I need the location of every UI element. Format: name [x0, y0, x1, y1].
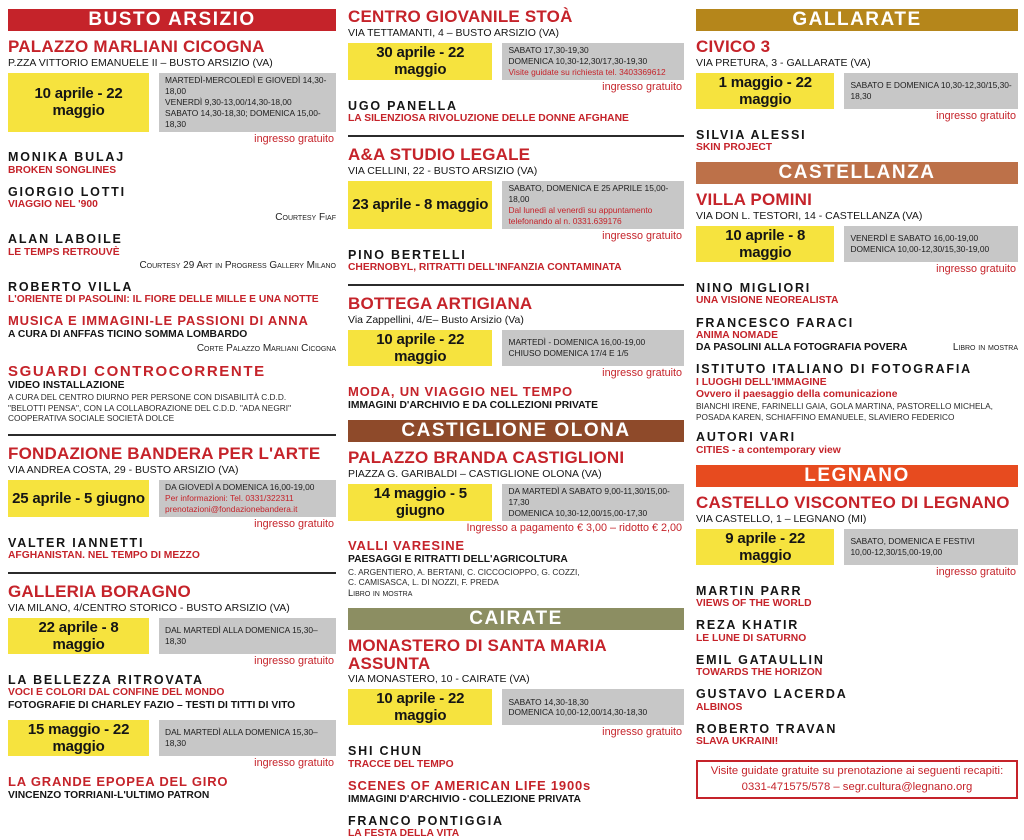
- city-header-castiglione-olona: [348, 420, 684, 442]
- admission-note: ingresso gratuito: [936, 565, 1016, 578]
- exhibition-subtitle: Ovvero il paesaggio della comunicazione: [696, 388, 898, 400]
- exhibition-subtitle: LE LUNE DI SATURNO: [696, 632, 807, 644]
- exhibition-subtitle: PAESAGGI E RITRATTI DELL'AGRICOLTURA: [348, 554, 568, 566]
- exhibition-title: MUSICA E IMMAGINI-LE PASSIONI DI ANNA: [8, 313, 309, 329]
- venue-centro-giovanile-sto: [348, 8, 684, 39]
- exhibition-title: NINO MIGLIORI: [696, 281, 812, 296]
- exhibition-title: FRANCESCO FARACI: [696, 315, 854, 330]
- hours-box: [502, 330, 684, 366]
- exhibition-subtitle: ALBINOS: [696, 701, 743, 713]
- date-badge: 25 aprile - 5 giugno: [8, 480, 149, 517]
- venue-address: VIA DON L. TESTORI, 14 - CASTELLANZA (VA): [696, 210, 923, 223]
- schedule-row: [696, 73, 1018, 109]
- venue-name: VILLA POMINI: [696, 190, 813, 210]
- venue-address: VIA TETTAMANTI, 4 – BUSTO ARSIZIO (VA): [348, 26, 560, 39]
- venue-name: A&A STUDIO LEGALE: [348, 145, 531, 165]
- exhibition-subtitle: FOTOGRAFIE DI CHARLEY FAZIO – TESTI DI TITTI DI VITO: [8, 699, 296, 711]
- exhibition-title: PINO BERTELLI: [348, 247, 467, 262]
- hours-line: DAL MARTEDÌ ALLA DOMENICA 15,30–18,30: [165, 625, 318, 647]
- exhibition-item: [696, 281, 1018, 308]
- exhibition-item: [348, 385, 684, 412]
- admission-note: ingresso gratuito: [936, 109, 1016, 122]
- exhibition-subtitle: ANIMA NOMADE: [696, 329, 778, 341]
- exhibition-item: [8, 314, 336, 354]
- exhibition-subtitle: BROKEN SONGLINES: [8, 164, 117, 176]
- exhibition-item: [8, 363, 336, 425]
- hours-line: SABATO E DOMENICA 10,30-12,30/15,30-18,30: [850, 79, 1012, 101]
- exhibition-subtitle: SKIN PROJECT: [696, 142, 773, 154]
- schedule-row: [8, 480, 336, 517]
- exhibition-item: [8, 775, 336, 802]
- exhibition-title: ALAN LABOILE: [8, 232, 123, 247]
- hours-line: MARTEDÌ-MERCOLEDÌ E GIOVEDÌ 14,30-18,00: [165, 74, 327, 96]
- venue-name: GALLERIA BORAGNO: [8, 582, 191, 602]
- exhibition-item: [348, 779, 684, 806]
- exhibition-subtitle: TOWARDS THE HORIZON: [696, 667, 823, 679]
- schedule-row: [348, 484, 684, 521]
- date-badge: 1 maggio - 22 maggio: [696, 73, 834, 109]
- hours-box: [502, 689, 684, 725]
- exhibition-subtitle: I LUOGHI DELL'IMMAGINE: [696, 376, 827, 388]
- exhibition-item: [696, 362, 1018, 422]
- admission-note: Ingresso a pagamento € 3,00 – ridotto € 2,00: [466, 521, 682, 534]
- guided-tours-line: Visite guidate gratuite su prenotazione ai seguenti recapiti:: [710, 765, 1004, 778]
- exhibition-subtitle: SLAVA UKRAINI!: [696, 736, 779, 748]
- venue-address: VIA CELLINI, 22 - BUSTO ARSIZIO (VA): [348, 164, 538, 177]
- hours-box: [502, 181, 684, 229]
- venue-name: BOTTEGA ARTIGIANA: [348, 294, 533, 314]
- schedule-row: [348, 181, 684, 229]
- venue-name: CIVICO 3: [696, 37, 771, 56]
- admission-note: ingresso gratuito: [602, 366, 682, 379]
- exhibition-title: REZA KHATIR: [696, 618, 800, 633]
- venue-palazzo-marliani-cicogna: [8, 38, 336, 69]
- venue-address: VIA CASTELLO, 1 – LEGNANO (MI): [696, 512, 867, 525]
- exhibition-title: LA BELLEZZA RITROVATA: [8, 673, 204, 688]
- venue-name: CENTRO GIOVANILE STOÀ: [348, 7, 573, 26]
- exhibition-title: ISTITUTO ITALIANO DI FOTOGRAFIA: [696, 362, 972, 377]
- exhibition-title: LA GRANDE EPOPEA DEL GIRO: [8, 773, 229, 789]
- exhibition-item: [348, 539, 684, 599]
- venue-name: MONASTERO DI SANTA MARIA ASSUNTA: [348, 635, 607, 673]
- hours-line: VENERDÌ 9,30-13,00/14,30-18,00: [165, 96, 292, 107]
- exhibition-item: [696, 687, 1018, 714]
- exhibition-item: [696, 430, 1018, 457]
- admission-note: ingresso gratuito: [254, 756, 334, 769]
- exhibition-subtitle: UNA VISIONE NEOREALISTA: [696, 295, 839, 307]
- exhibition-subtitle: LA SILENZIOSA RIVOLUZIONE DELLE DONNE AFGHANE: [348, 112, 629, 124]
- city-header-busto-arsizio: [8, 9, 336, 31]
- exhibition-subtitle: DA PASOLINI ALLA FOTOGRAFIA POVERA: [696, 342, 908, 354]
- exhibition-title: SGUARDI CONTROCORRENTE: [8, 362, 266, 380]
- date-badge: 10 aprile - 22 maggio: [348, 689, 492, 725]
- venue-monastero-di-santa-maria-assunta: [348, 637, 684, 686]
- exhibition-subtitle: IMMAGINI D'ARCHIVIO - COLLEZIONE PRIVATA: [348, 793, 581, 805]
- hours-line: Per informazioni: Tel. 0331/322311: [165, 493, 294, 504]
- column-3: [696, 6, 1018, 793]
- venue-a-a-studio-legale: [348, 146, 684, 177]
- exhibition-subtitle: VOCI E COLORI DAL CONFINE DEL MONDO: [8, 687, 225, 699]
- date-badge: 15 maggio - 22 maggio: [8, 720, 149, 756]
- hours-line: SABATO 14,30-18,30; DOMENICA 15,00-18,30: [165, 107, 321, 129]
- hours-line: DOMENICA 10,00-12,00/14,30-18,30: [508, 707, 648, 718]
- date-badge: 10 aprile - 22 maggio: [348, 330, 492, 366]
- exhibition-title: AUTORI VARI: [696, 430, 796, 445]
- venue-villa-pomini: [696, 191, 1018, 222]
- venue-address: VIA ANDREA COSTA, 29 - BUSTO ARSIZIO (VA): [8, 464, 239, 477]
- exhibition-detail: POSADA KAREN, SCHIAFFINO EMANUELE, SLAVIERO FEDERICO: [696, 411, 955, 422]
- section-divider: [348, 284, 684, 286]
- date-badge: 23 aprile - 8 maggio: [348, 181, 492, 229]
- exhibition-subtitle: VINCENZO TORRIANI-L'ULTIMO PATRON: [8, 789, 210, 801]
- courtesy-note: Courtesy Fiaf: [275, 212, 336, 224]
- schedule-row: [696, 529, 1018, 565]
- venue-fondazione-bandera-per-l-arte: [8, 445, 336, 476]
- hours-line: DOMENICA 10,30-12,00/15,00-17,30: [508, 507, 648, 518]
- exhibition-line-row: [696, 342, 1018, 354]
- section-divider: [8, 434, 336, 436]
- hours-line: 10,00-12,30/15,00-19,00: [850, 546, 943, 557]
- hours-line: CHIUSO DOMENICA 17/4 E 1/5: [508, 347, 629, 358]
- exhibition-title: MONIKA BULAJ: [8, 150, 125, 165]
- hours-line: telefonando al n. 0331.639176: [508, 215, 622, 226]
- date-badge: 14 maggio - 5 giugno: [348, 484, 492, 521]
- hours-line: VENERDÌ E SABATO 16,00-19,00: [850, 233, 979, 244]
- hours-box: [502, 43, 684, 80]
- hours-line: SABATO 17,30-19,30: [508, 44, 589, 55]
- schedule-row: [348, 330, 684, 366]
- column-2: [348, 6, 684, 840]
- city-header-label: BUSTO ARSIZIO: [88, 9, 256, 30]
- schedule-row: [696, 226, 1018, 262]
- schedule-row: [348, 689, 684, 725]
- date-badge: 10 aprile - 8 maggio: [696, 226, 834, 262]
- exhibition-item: [348, 99, 684, 126]
- schedule-row: [8, 618, 336, 654]
- hours-line: Visite guidate su richiesta tel. 3403369612: [508, 66, 666, 77]
- admission-note: ingresso gratuito: [602, 726, 682, 739]
- courtesy-note: Corte Palazzo Marliani Cicogna: [196, 342, 336, 354]
- courtesy-note: Libro in mostra: [952, 342, 1018, 354]
- exhibition-title: SILVIA ALESSI: [696, 127, 807, 142]
- exhibition-subtitle: A CURA DI ANFFAS TICINO SOMMA LOMBARDO: [8, 329, 248, 341]
- venue-address: VIA PRETURA, 3 - GALLARATE (VA): [696, 56, 871, 69]
- venue-address: Via Zappellini, 4/E– Busto Arsizio (Va): [348, 313, 524, 326]
- admission-note: ingresso gratuito: [254, 655, 334, 668]
- hours-line: DOMENICA 10,30-12,30/17,30-19,30: [508, 55, 648, 66]
- exhibition-subtitle: L'ORIENTE DI PASOLINI: IL FIORE DELLE MILLE E UNA NOTTE: [8, 294, 319, 306]
- schedule-row: [8, 73, 336, 132]
- hours-line: Dal lunedì al venerdì su appuntamento: [508, 204, 653, 215]
- exhibition-subtitle: LA FESTA DELLA VITA: [348, 828, 460, 840]
- venue-address: VIA MONASTERO, 10 - CAIRATE (VA): [348, 673, 530, 686]
- city-header-label: GALLARATE: [792, 9, 922, 30]
- city-header-gallarate: [696, 9, 1018, 31]
- hours-box: [159, 480, 336, 517]
- date-badge: 10 aprile - 22 maggio: [8, 73, 149, 132]
- exhibition-item: [8, 185, 336, 225]
- exhibition-detail: BIANCHI IRENE, FARINELLI GAIA, GOLA MARTINA, PASTORELLO MICHELA,: [696, 400, 993, 411]
- exhibition-title: SCENES OF AMERICAN LIFE 1900s: [348, 777, 592, 793]
- hours-box: [502, 484, 684, 521]
- city-header-label: CAIRATE: [469, 607, 563, 629]
- exhibition-detail: C. ARGENTIERO, A. BERTANI, C. CICCOCIOPPO, G. COZZI,: [348, 566, 580, 577]
- venue-address: PIAZZA G. GARIBALDI – CASTIGLIONE OLONA (VA): [348, 467, 602, 480]
- schedule-row: [348, 43, 684, 80]
- hours-box: [159, 720, 336, 756]
- city-header-label: LEGNANO: [804, 464, 910, 486]
- city-header-castellanza: [696, 162, 1018, 184]
- exhibition-item: [8, 232, 336, 272]
- hours-line: prenotazioni@fondazionebandera.it: [165, 504, 298, 515]
- exhibition-title: VALLI VARESINE: [348, 538, 465, 554]
- exhibition-item: [348, 744, 684, 771]
- guided-tours-box: [696, 760, 1018, 799]
- guided-tours-line: 0331-471575/578 – segr.cultura@legnano.org: [741, 780, 973, 793]
- section-divider: [8, 572, 336, 574]
- exhibition-item: [696, 653, 1018, 680]
- date-badge: 30 aprile - 22 maggio: [348, 43, 492, 80]
- city-header-label: CASTELLANZA: [778, 162, 936, 184]
- exhibition-title: VALTER IANNETTI: [8, 535, 145, 550]
- exhibition-item: [696, 316, 1018, 355]
- exhibition-title: ROBERTO TRAVAN: [696, 721, 838, 736]
- admission-note: ingresso gratuito: [254, 517, 334, 530]
- admission-note: ingresso gratuito: [254, 132, 334, 145]
- venue-name: PALAZZO BRANDA CASTIGLIONI: [348, 447, 625, 467]
- hours-box: [159, 73, 336, 132]
- exhibition-item: [8, 536, 336, 563]
- column-1: [8, 6, 336, 801]
- exhibition-item: [348, 814, 684, 840]
- date-badge: 22 aprile - 8 maggio: [8, 618, 149, 654]
- hours-line: SABATO, DOMENICA E 25 APRILE 15,00-18,00: [508, 182, 669, 204]
- exhibition-title: MARTIN PARR: [696, 583, 803, 598]
- venue-civico-3: [696, 38, 1018, 69]
- venue-address: VIA MILANO, 4/CENTRO STORICO - BUSTO ARSIZIO (VA): [8, 602, 290, 615]
- exhibition-subtitle: IMMAGINI D'ARCHIVIO E DA COLLEZIONI PRIVATE: [348, 399, 598, 411]
- exhibition-subtitle: VIAGGIO NEL '900: [8, 199, 98, 211]
- venue-castello-visconteo-di-legnano: [696, 494, 1018, 525]
- exhibition-subtitle: LE TEMPS RETROUVÈ: [8, 246, 120, 258]
- hours-line: SABATO, DOMENICA E FESTIVI: [850, 535, 975, 546]
- city-header-label: CASTIGLIONE OLONA: [401, 419, 631, 441]
- admission-note: ingresso gratuito: [602, 80, 682, 93]
- exhibition-title: ROBERTO VILLA: [8, 279, 134, 294]
- exhibition-subtitle: VIEWS OF THE WORLD: [696, 598, 812, 610]
- date-badge: 9 aprile - 22 maggio: [696, 529, 834, 565]
- admission-note: ingresso gratuito: [936, 263, 1016, 276]
- section-divider: [348, 135, 684, 137]
- exhibition-title: GUSTAVO LACERDA: [696, 687, 848, 702]
- exhibition-detail: C. CAMISASCA, L. DI NOZZI, F. PREDA: [348, 577, 499, 588]
- hours-box: [844, 73, 1018, 109]
- exhibition-subtitle: CHERNOBYL, RITRATTI DELL'INFANZIA CONTAMINATA: [348, 261, 622, 273]
- exhibition-detail: "BELOTTI PENSA", CON LA COLLABORAZIONE DEL C.D.D. "ADA NEGRI": [8, 402, 292, 413]
- exhibition-subtitle: CITIES - a contemporary view: [696, 444, 841, 456]
- exhibition-title: SHI CHUN: [348, 744, 423, 759]
- exhibition-title: FRANCO PONTIGGIA: [348, 813, 504, 828]
- exhibition-title: EMIL GATAULLIN: [696, 652, 825, 667]
- venue-galleria-boragno: [8, 583, 336, 614]
- hours-line: DA GIOVEDÌ A DOMENICA 16,00-19,00: [165, 482, 315, 493]
- venue-name: PALAZZO MARLIANI CICOGNA: [8, 37, 265, 56]
- exhibition-title: GIORGIO LOTTI: [8, 184, 126, 199]
- exhibition-detail: A CURA DEL CENTRO DIURNO PER PERSONE CON DISABILITÀ C.D.D.: [8, 391, 287, 402]
- hours-box: [844, 529, 1018, 565]
- exhibition-item: [696, 618, 1018, 645]
- exhibition-detail: COOPERATIVA SOCIALE SOCIETÀ DOLCE: [8, 413, 175, 424]
- schedule-row: [8, 720, 336, 756]
- exhibition-subtitle: TRACCE DEL TEMPO: [348, 758, 454, 770]
- venue-bottega-artigiana: [348, 295, 684, 326]
- exhibition-item: [8, 280, 336, 307]
- venue-palazzo-branda-castiglioni: [348, 449, 684, 480]
- venue-address: P.ZZA VITTORIO EMANUELE II – BUSTO ARSIZIO (VA): [8, 56, 273, 69]
- exhibition-title: UGO PANELLA: [348, 98, 458, 113]
- courtesy-note: Courtesy 29 Art in Progress Gallery Milano: [139, 259, 336, 271]
- admission-note: ingresso gratuito: [602, 229, 682, 242]
- exhibition-item: [8, 150, 336, 177]
- venue-name: CASTELLO VISCONTEO DI LEGNANO: [696, 492, 1010, 512]
- hours-line: DOMENICA 10,00-12,30/15,30-19,00: [850, 244, 990, 255]
- hours-box: [159, 618, 336, 654]
- exhibition-item: [8, 673, 336, 712]
- hours-line: DA MARTEDÌ A SABATO 9,00-11,30/15,00-17,30: [508, 485, 670, 507]
- hours-line: DAL MARTEDÌ ALLA DOMENICA 15,30–18,30: [165, 726, 318, 748]
- exhibition-item: [348, 248, 684, 275]
- hours-box: [844, 226, 1018, 262]
- courtesy-note: Libro in mostra: [348, 588, 413, 599]
- exhibition-subtitle: AFGHANISTAN. NEL TEMPO DI MEZZO: [8, 550, 200, 562]
- city-header-cairate: [348, 608, 684, 630]
- exhibition-item: [696, 584, 1018, 611]
- hours-line: SABATO 14,30-18,30: [508, 696, 589, 707]
- hours-line: MARTEDÌ - DOMENICA 16,00-19,00: [508, 337, 646, 348]
- exhibition-item: [696, 128, 1018, 155]
- venue-name: FONDAZIONE BANDERA PER L'ARTE: [8, 444, 321, 464]
- city-header-legnano: [696, 465, 1018, 487]
- exhibition-title: MODA, UN VIAGGIO NEL TEMPO: [348, 383, 573, 399]
- exhibition-subtitle: VIDEO INSTALLAZIONE: [8, 379, 125, 391]
